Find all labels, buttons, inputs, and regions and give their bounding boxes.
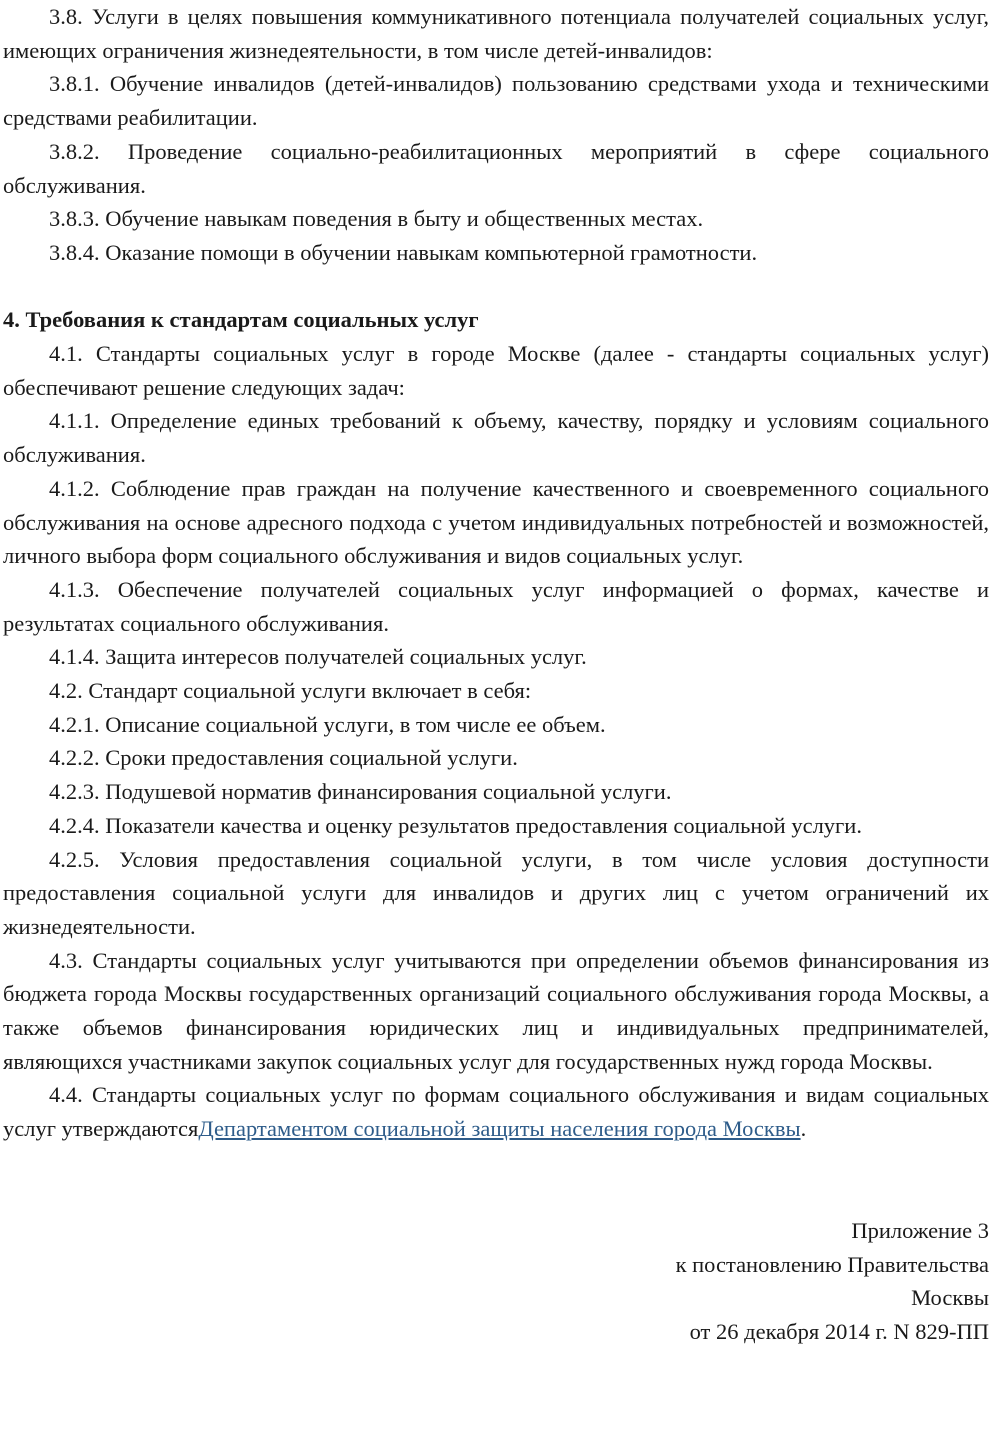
paragraph-4-2-1: 4.2.1. Описание социальной услуги, в том числе ее объем.: [49, 711, 606, 737]
paragraph-4-2-4: 4.2.4. Показатели качества и оценку результатов предоставления социальной услуги.: [49, 812, 862, 838]
appendix-spacer-2: [3, 1180, 989, 1214]
paragraph-4-4-text: 4.4. Стандарты социальных услуг по формам социального обслуживания и видам социальных услуг утверждаются: [3, 1082, 989, 1142]
appendix-date: от 26 декабря 2014 г. N 829-ПП: [689, 1319, 989, 1344]
paragraph-3-8-3: 3.8.3. Обучение навыкам поведения в быту и общественных местах.: [49, 206, 704, 232]
appendix-resolution: к постановлению Правительства: [675, 1251, 989, 1277]
paragraph-3-8: 3.8. Услуги в целях повышения коммуникативного потенциала получателей социальных услуг, имеющих ограничения жизнедеятельности, в том числе детей-инвалидов:: [3, 4, 989, 63]
paragraph-4-2-3: 4.2.3. Подушевой норматив финансирования социальной услуги.: [49, 779, 672, 805]
paragraph-4-1-4: 4.1.4. Защита интересов получателей социальных услуг.: [49, 644, 587, 670]
appendix-title: Приложение 3: [851, 1217, 989, 1243]
appendix-city: Москвы: [911, 1285, 989, 1311]
paragraph-4-1-2: 4.1.2. Соблюдение прав граждан на получение качественного и своевременного социального обслуживания на основе адресного подхода с учетом индивидуальных потребностей и возможностей, личного выбора форм социального обслуживания и видов социальных услуг.: [3, 475, 989, 569]
document-page: [3, 0, 989, 1349]
paragraph-4-1-3: 4.1.3. Обеспечение получателей социальных услуг информацией о формах, качестве и результатах социального обслуживания.: [3, 576, 989, 636]
paragraph-3-8-2: 3.8.2. Проведение социально-реабилитационных мероприятий в сфере социального обслуживания.: [3, 138, 989, 198]
paragraph-4-2: 4.2. Стандарт социальной услуги включает в себя:: [49, 678, 532, 704]
paragraph-3-8-4: 3.8.4. Оказание помощи в обучении навыкам компьютерной грамотности.: [49, 239, 758, 265]
section-spacer: [3, 270, 989, 304]
department-link[interactable]: Департаментом социальной защиты населения города Москвы: [198, 1116, 801, 1142]
paragraph-4-1-1: 4.1.1. Определение единых требований к объему, качеству, порядку и условиям социального обслуживания.: [3, 408, 989, 468]
paragraph-4-1: 4.1. Стандарты социальных услуг в городе Москве (далее - стандарты социальных услуг) обеспечивают решение следующих задач:: [3, 341, 989, 400]
paragraph-4-3: 4.3. Стандарты социальных услуг учитываются при определении объемов финансирования из бюджета города Москвы государственных организаций социального обслуживания города Москвы, а также объемов финансирования юридических лиц и индивидуальных предпринимателей, являющихся участниками закупок социальных услуг для государственных нужд города Москвы.: [3, 947, 989, 1074]
appendix-spacer: [3, 1146, 989, 1180]
paragraph-4-2-5: 4.2.5. Условия предоставления социальной услуги, в том числе условия доступности предоставления социальной услуги для инвалидов и других лиц с учетом ограничений их жизнедеятельности.: [3, 846, 989, 939]
paragraph-3-8-1: 3.8.1. Обучение инвалидов (детей-инвалидов) пользованию средствами ухода и техническими средствами реабилитации.: [3, 71, 989, 131]
section-4-heading: 4. Требования к стандартам социальных услуг: [3, 307, 479, 333]
paragraph-4-4-end: .: [800, 1116, 807, 1142]
paragraph-4-4: [3, 1078, 989, 1145]
appendix-block: [3, 1214, 989, 1349]
paragraph-4-2-2: 4.2.2. Сроки предоставления социальной услуги.: [49, 745, 518, 771]
